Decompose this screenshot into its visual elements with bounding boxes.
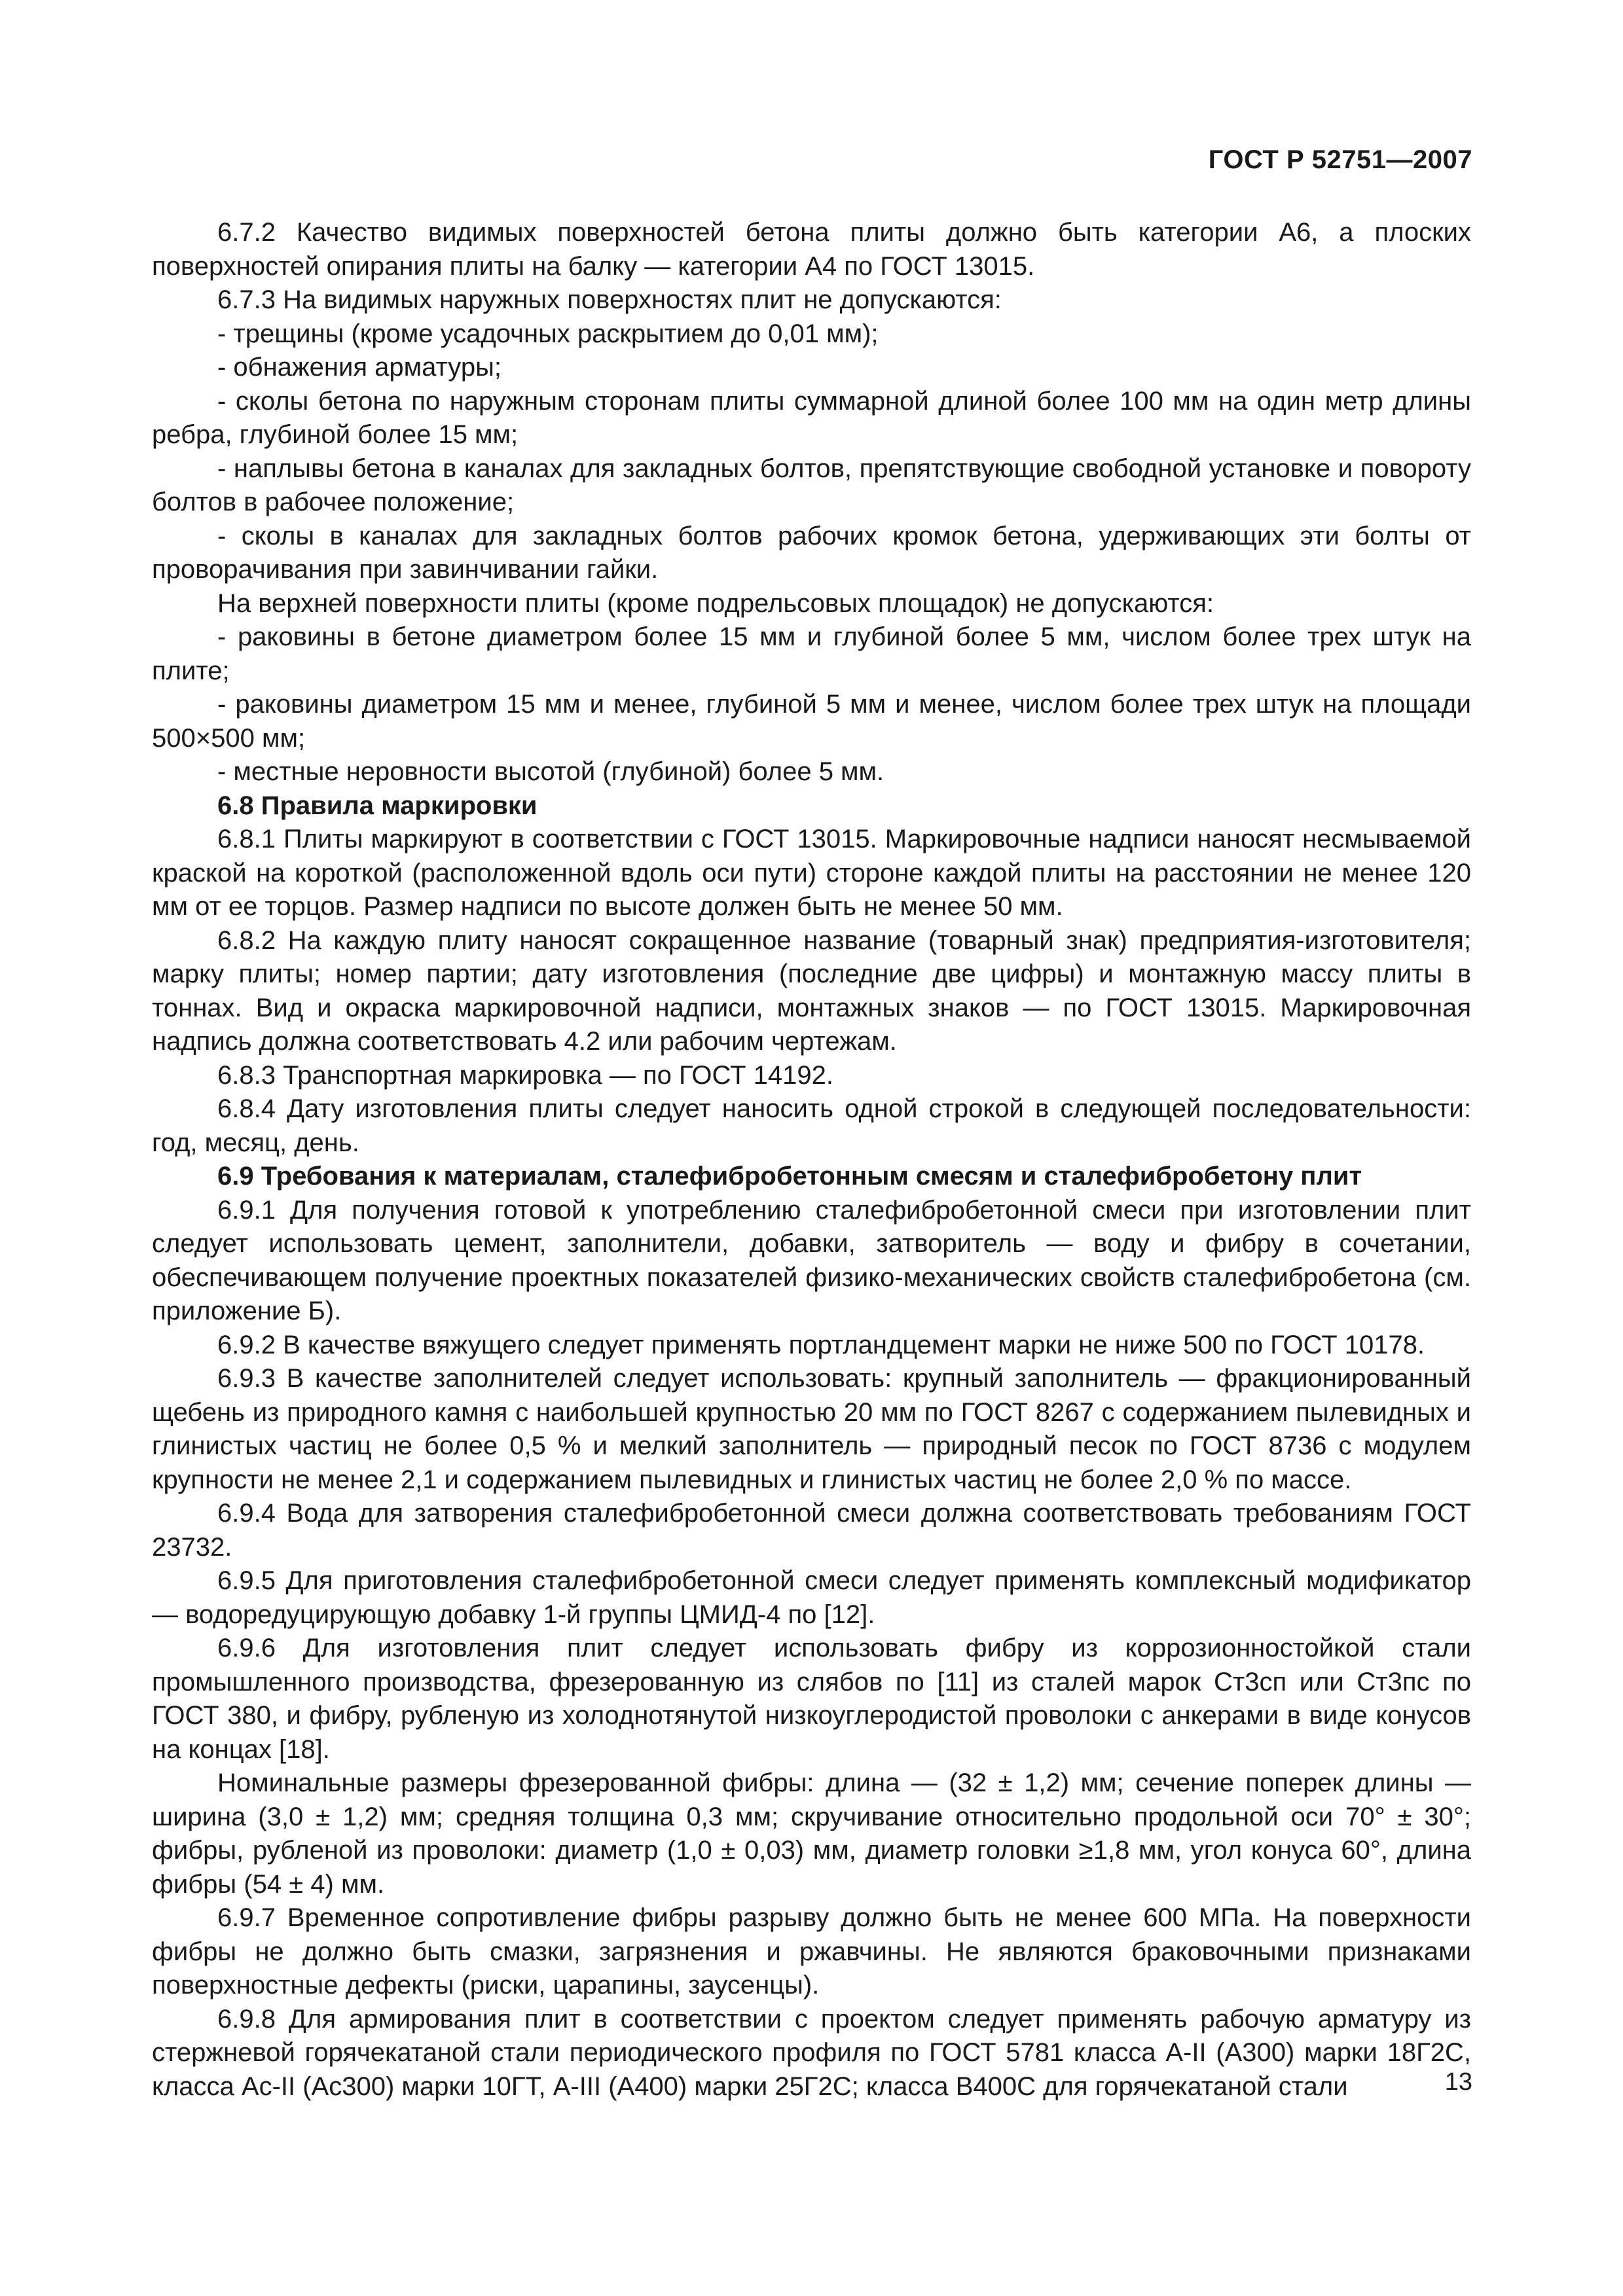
list-item: - трещины (кроме усадочных раскрытием до 0,01 мм);: [217, 319, 879, 348]
document-body: [152, 216, 1471, 2104]
list-item: - сколы бетона по наружным сторонам плиты суммарной длиной более 100 мм на один метр длины ребра, глубиной более 15 мм;: [152, 386, 1471, 449]
paragraph: 6.9.8 Для армирования плит в соответствии с проектом следует применять рабочую арматуру из стержневой горячекатаной стали периодического профиля по ГОСТ 5781 класса А-II (А300) марки 18Г2С, класса Ас-II (Ас300) марки 10ГТ, А-III (А400) марки 25Г2С; класса В400С для горячекатаной стали: [152, 2004, 1472, 2101]
paragraph: 6.8.3 Транспортная маркировка — по ГОСТ 14192.: [217, 1060, 833, 1090]
paragraph: 6.9.5 Для приготовления сталефибробетонной смеси следует применять комплексный модификатор — водоредуцирующую добавку 1-й группы ЦМИД-4 по [12].: [152, 1566, 1471, 1629]
list-item: - раковины диаметром 15 мм и менее, глубиной 5 мм и менее, числом более трех штук на площади 500×500 мм;: [152, 690, 1471, 753]
section-heading: 6.9 Требования к материалам, сталефибробетонным смесям и сталефибробетону плит: [217, 1162, 1362, 1191]
paragraph: 6.8.1 Плиты маркируют в соответствии с ГОСТ 13015. Маркировочные надписи наносят несмываемой краской на короткой (расположенной вдоль оси пути) стороне каждой плиты на расстоянии не менее 120 мм от ее торцов. Размер надписи по высоте должен быть не менее 50 мм.: [152, 825, 1471, 921]
paragraph: 6.7.3 На видимых наружных поверхностях плит не допускаются:: [217, 285, 1002, 314]
paragraph: 6.9.6 Для изготовления плит следует использовать фибру из коррозионностойкой стали промышленного производства, фрезерованную из слябов по [11] из сталей марок Ст3сп или Ст3пс по ГОСТ 380, и фибру, рубленую из холоднотянутой низкоуглеродистой проволоки с анкерами в виде конусов на концах [18].: [152, 1634, 1471, 1764]
paragraph: 6.8.2 На каждую плиту наносят сокращенное название (товарный знак) предприятия-изготовителя; марку плиты; номер партии; дату изготовления (последние две цифры) и монтажную массу плиты в тоннах. Вид и окраска маркировочной надписи, монтажных знаков — по ГОСТ 13015. Маркировочная надпись должна соответствовать 4.2 или рабочим чертежам.: [152, 925, 1471, 1056]
paragraph: На верхней поверхности плиты (кроме подрельсовых площадок) не допускаются:: [217, 588, 1214, 618]
paragraph: 6.9.4 Вода для затворения сталефибробетонной смеси должна соответствовать требованиям ГОСТ 23732.: [152, 1499, 1471, 1562]
paragraph: 6.7.2 Качество видимых поверхностей бетона плиты должно быть категории А6, а плоских поверхностей опирания плиты на балку — категории А4 по ГОСТ 13015.: [152, 218, 1471, 281]
list-item: - местные неровности высотой (глубиной) более 5 мм.: [217, 757, 884, 786]
standard-header: ГОСТ Р 52751—2007: [1208, 145, 1472, 174]
page-number: 13: [1444, 2068, 1472, 2096]
list-item: - наплывы бетона в каналах для закладных болтов, препятствующие свободной установке и повороту болтов в рабочее положение;: [152, 454, 1471, 516]
paragraph: 6.8.4 Дату изготовления плиты следует наносить одной строкой в следующей последовательности: год, месяц, день.: [152, 1094, 1471, 1157]
list-item: - раковины в бетоне диаметром более 15 мм и глубиной более 5 мм, числом более трех штук на плите;: [152, 622, 1471, 685]
paragraph: 6.9.3 В качестве заполнителей следует использовать: крупный заполнитель — фракционированный щебень из природного камня с наибольшей крупностью 20 мм по ГОСТ 8267 с содержанием пылевидных и глинистых частиц не более 0,5 % и мелкий заполнитель — природный песок по ГОСТ 8736 с модулем крупности не менее 2,1 и содержанием пылевидных и глинистых частиц не более 2,0 % по массе.: [152, 1364, 1471, 1494]
section-heading: 6.8 Правила маркировки: [217, 791, 538, 820]
paragraph: 6.9.7 Временное сопротивление фибры разрыву должно быть не менее 600 МПа. На поверхности фибры не должно быть смазки, загрязнения и ржавчины. Не являются браковочными признаками поверхностные дефекты (риски, царапины, заусенцы).: [152, 1903, 1471, 2000]
paragraph: 6.9.1 Для получения готовой к употреблению сталефибробетонной смеси при изготовлении плит следует использовать цемент, заполнители, добавки, затворитель — воду и фибру в сочетании, обеспечивающем получение проектных показателей физико-механических свойств сталефибробетона (см. приложение Б).: [152, 1195, 1471, 1325]
paragraph: 6.9.2 В качестве вяжущего следует применять портландцемент марки не ниже 500 по ГОСТ 10178.: [217, 1330, 1425, 1359]
list-item: - сколы в каналах для закладных болтов рабочих кромок бетона, удерживающих эти болты от проворачивания при завинчивании гайки.: [152, 521, 1471, 584]
paragraph: Номинальные размеры фрезерованной фибры: длина — (32 ± 1,2) мм; сечение поперек длины — ширина (3,0 ± 1,2) мм; средняя толщина 0,3 мм; скручивание относительно продольной оси 70° ± 30°; фибры, рубленой из проволоки: диаметр (1,0 ± 0,03) мм, диаметр головки ≥1,8 мм, угол конуса 60°, длина фибры (54 ± 4) мм.: [152, 1768, 1471, 1899]
list-item: - обнажения арматуры;: [217, 353, 501, 382]
